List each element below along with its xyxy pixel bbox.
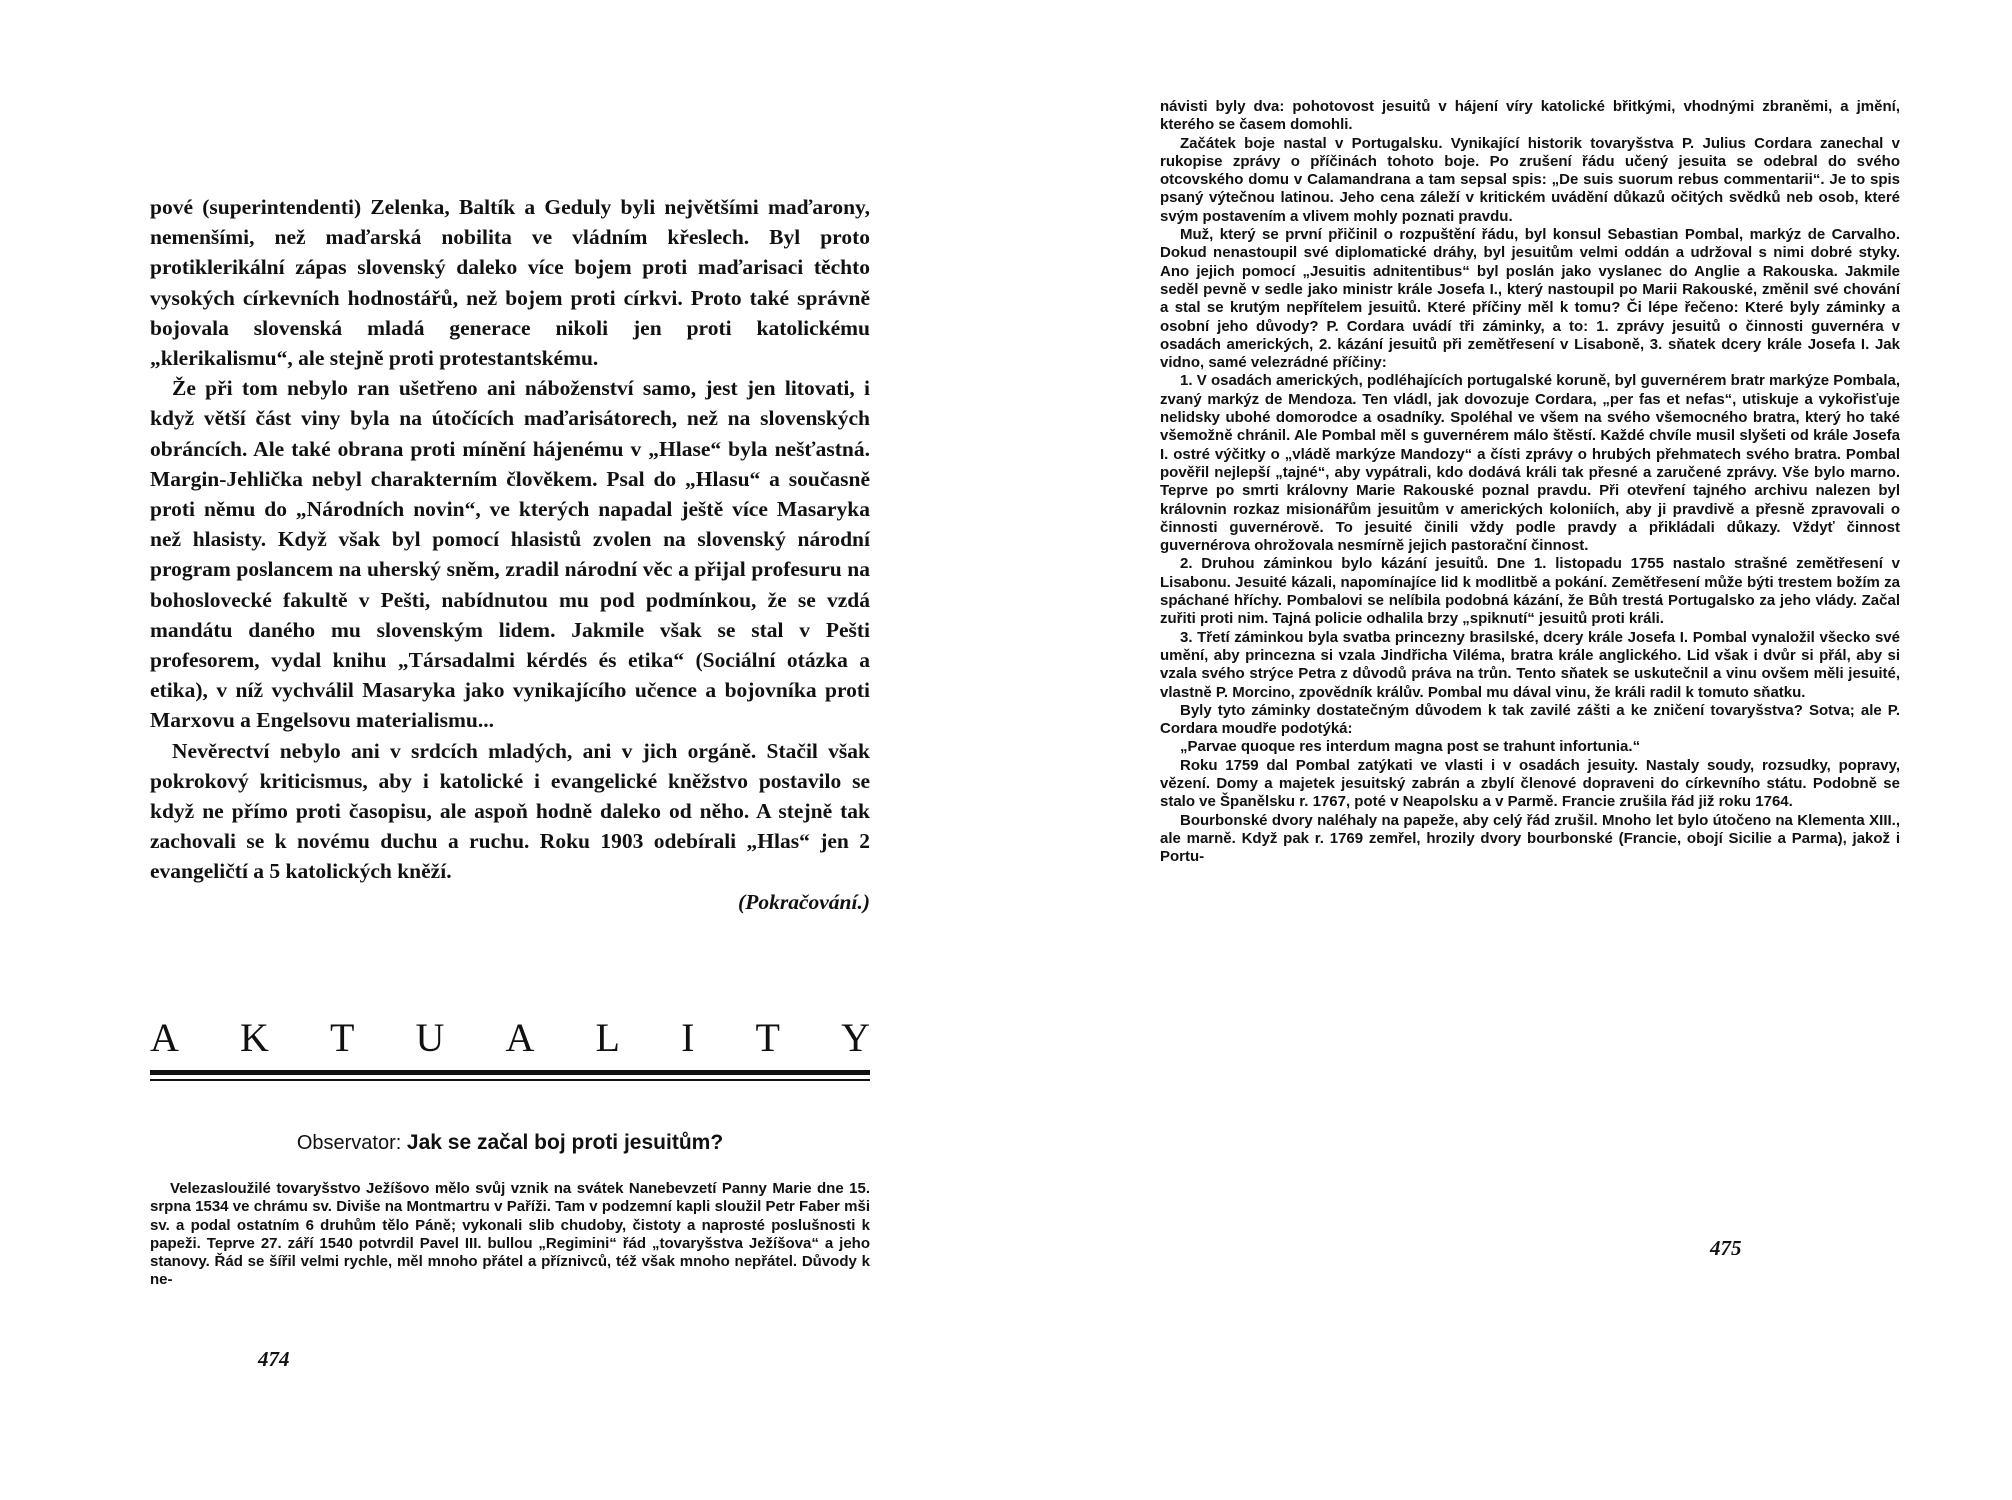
section-heading-letter: T (330, 1015, 355, 1060)
article-paragraph: 3. Třetí záminkou byla svatba princezny brasilské, dcery krále Josefa I. Pombal vynaložil všecko své umění, aby princezna si vzala Jindřicha Viléma, bratra krále anglického. Lid však i dvůr si přál, aby si vzala svého strýce Petra z důvodů práva na trůn. Tento sňatek se uskutečnil a vinu ovšem měli jesuité, vlastně P. Morcino, zpovědník králův. Pombal mu dával vinu, že králi radil k tomuto sňatku. (1160, 628, 1900, 701)
section-heading-letter: A (505, 1015, 535, 1060)
article-paragraph: Muž, který se první přičinil o rozpuštění řádu, byl konsul Sebastian Pombal, markýz de Carvalho. Dokud nenastoupil své diplomatické dráhy, byl jesuitům velmi oddán a udržoval s nimi dobré styky. Ano jejich pomocí „Jesuitis adnitentibus“ byl poslán jako vyslanec do Anglie a Rakouska. Jakmile seděl pevně v sedle jako ministr krále Josefa I., který nastoupil po Marii Rakouské, změnil své chování a stal se krutým nepřítelem jesuitů. Které příčiny měl k tomu? Či lépe řečeno: Které byly záminky a osobní jeho důvody? P. Cordara uvádí tři záminky, a to: 1. zprávy jesuitů o činnosti guvernéra v osadách amerických, 2. kázání jesuitů při zemětřesení v Lisaboně, 3. sňatek dcery krále Josefa I. Jak vidno, samé velezrádné příčiny: (1160, 226, 1900, 372)
section-heading-letter: U (415, 1015, 445, 1060)
left-page (150, 0, 870, 1500)
body-paragraph (150, 736, 870, 917)
article-paragraph: Roku 1759 dal Pombal zatýkati ve vlasti i v osadách jesuity. Nastaly soudy, rozsudky, popravy, vězení. Domy a majetek jesuitský zabrán a zbylí členové dopraveni do církevního státu. Podobně se stalo ve Španělsku r. 1767, poté v Neapolsku a v Parmě. Francie zrušila řád již roku 1764. (1160, 756, 1900, 811)
article-paragraph: Bourbonské dvory naléhaly na papeže, aby celý řád zrušil. Mnoho let bylo útočeno na Klementa XIII., ale marně. Když pak r. 1769 zemřel, hrozily dvory bourbonské (Francie, obojí Sicilie a Parma), jakož i Portu- (1160, 811, 1900, 866)
section-heading-letter: Y (841, 1015, 870, 1060)
body-paragraph: pové (superintendenti) Zelenka, Baltík a Geduly byli největšími maďarony, nemenšími, než maďarská nobilita ve vládním křeslech. Byl proto protiklerikální zápas slovenský daleko více bojem proti maďarisaci těchto vysokých církevních hodnostářů, než bojem proti církvi. Proto také správně bojovala slovenská mladá generace nikoli jen proti katolickému „klerikalismu“, ale stejně proti protestantskému. (150, 195, 870, 371)
article-paragraph: 2. Druhou záminkou bylo kázání jesuitů. Dne 1. listopadu 1755 nastalo strašné zemětřesení v Lisabonu. Jesuité kázali, napomínajíce lid k modlitbě a pokání. Zemětřesení může býti trestem božím za spáchané hříchy. Pombalovi se nelíbila podobná kázání, že Bůh trestá Portugalsko za jeho vlády. Začal zuřiti proti nim. Tajná policie odhalila brzy „spiknutí“ jesuitů proti králi. (1160, 555, 1900, 628)
right-page (1160, 0, 1900, 1500)
body-paragraph: Že při tom nebylo ran ušetřeno ani náboženství samo, jest jen litovati, i když větší část viny byla na útočících maďarisátorech, než na slovenských obráncích. Ale také obrana proti mínění hájenému v „Hlase“ byla nešťastná. Margin-Jehlička nebyl charakterním člověkem. Psal do „Hlasu“ a současně proti němu do „Národních novin“, ve kterých napadal ještě více Masaryka než hlasisty. Když však byl pomocí hlasistů zvolen na slovenský národní program poslancem na uherský sněm, zradil národní věc a přijal profesuru na bohoslovecké fakultě v Pešti, nabídnutou mu pod podmínkou, že se vzdá mandátu daného mu slovenským lidem. Jakmile však se stal v Pešti profesorem, vydal knihu „Társadalmi kérdés és etika“ (Sociální otázka a etika), v níž vychválil Masaryka jako vynikajícího učence a bojovníka proti Marxovu a Engelsovu materialismu... (150, 376, 870, 733)
left-page-body (150, 192, 870, 917)
section-heading-aktuality (150, 1015, 870, 1060)
heading-rule-thick (150, 1070, 870, 1075)
article-paragraph: Velezasloužilé tovaryšstvo Ježíšovo mělo svůj vznik na svátek Nanebevzetí Panny Marie dne 15. srpna 1534 ve chrámu sv. Diviše na Montmartru v Paříži. Tam v podzemní kapli sloužil Petr Faber mši sv. a podal ostatním 6 druhům tělo Páně; vykonali slib chudoby, čistoty a naprosté poslušnosti k papeži. Teprve 27. září 1540 potvrdil Pavel III. bullou „Regimini“ řád „tovaryšstva Ježíšova“ a jeho stanovy. Řád se šířil velmi rychle, měl mnoho přátel a příznivců, též však mnoho nepřátel. Důvody k ne- (150, 1180, 870, 1289)
article-intro (150, 1180, 870, 1290)
right-page-body (1160, 98, 1900, 866)
article-paragraph: Byly tyto záminky dostatečným důvodem k tak zavilé zášti a ke zničení tovaryšstva? Sotva; ale P. Cordara moudře podotýká: (1160, 701, 1900, 738)
article-quote: „Parvae quoque res interdum magna post se trahunt infortunia.“ (1180, 738, 1641, 756)
section-heading-letter: T (755, 1015, 780, 1060)
article-heading (150, 1130, 870, 1156)
article-author: Observator: (296, 1132, 402, 1154)
section-heading-letter: L (595, 1015, 620, 1060)
article-title: Jak se začal boj proti jesuitům? (406, 1131, 724, 1154)
body-paragraph-text: Nevěrectví nebylo ani v srdcích mladých, ani v jich orgáně. Stačil však pokrokový kriticismus, aby i katolické i evangelické kněžstvo postavilo se když ne přímo proti časopisu, ale aspoň hodně daleko od něho. A stejně tak zachovali se k novému duchu a ruchu. Roku 1903 odebírali „Hlas“ jen 2 evangeličtí a 5 katolických kněží. (150, 738, 870, 884)
continued-note: (Pokračování.) (738, 889, 870, 914)
page-number: 474 (258, 1347, 290, 1371)
article-paragraph: Začátek boje nastal v Portugalsku. Vynikající historik tovaryšstva P. Julius Cordara zanechal v rukopise zprávy o příčinách tohoto boje. Po zrušení řádu učený jesuita se odebral do svého otcovského domu v Calamandrana a tam sepsal spis: „De suis suorum rebus commentarii“. Je to spis psaný výtečnou latinou. Jeho cena záleží v kritickém uvádění důkazů očitých svědků neb osob, které svým postavením a vlivem mohly poznati pravdu. (1160, 134, 1900, 225)
page-gutter (1006, 0, 1007, 1500)
heading-rule-thin (150, 1079, 870, 1081)
section-heading-letter: K (240, 1015, 269, 1060)
article-paragraph: návisti byly dva: pohotovost jesuitů v hájení víry katolické břitkými, vhodnými zbraněmi, a jmění, kterého se časem domohli. (1160, 98, 1900, 134)
section-heading-letter: I (681, 1015, 695, 1060)
page-number: 475 (1710, 1236, 1742, 1260)
article-paragraph: 1. V osadách amerických, podléhajících portugalské koruně, byl guvernérem bratr markýze Pombala, zvaný markýz de Mendoza. Ten vládl, jak dovozuje Cordara, „per fas et nefas“, utiskuje a vykořisťuje nelidsky ubohé domorodce a osadníky. Spoléhal ve všem na svého všemocného bratra, který ho také všemožně chránil. Ale Pombal měl s guvernérem málo štěstí. Každé chvíle musil slyšeti od krále Josefa I. ostré výčitky o „vládě markýze Mandozy“ a čísti zprávy o hrubých přehmatech svého bratra. Pombal pověřil nejlepší „tajné“, aby vypátrali, kdo dodává králi tak přesné a zaručené zprávy. Vše bylo marno. Teprve po smrti královny Marie Rakouské poznal pravdu. Při otevření tajného archivu nalezen byl královnin rozkaz misionářům jesuitům v amerických koloniích, aby ji pravdivě a přesně zpravovali o činnosti guvernérově. To jesuité činili vždy podle pravdy a přikládali důkazy. Vždyť činnost guvernérova ohrožovala nesmírně jejich pastorační činnost. (1160, 372, 1900, 555)
section-heading-letter: A (150, 1015, 179, 1060)
